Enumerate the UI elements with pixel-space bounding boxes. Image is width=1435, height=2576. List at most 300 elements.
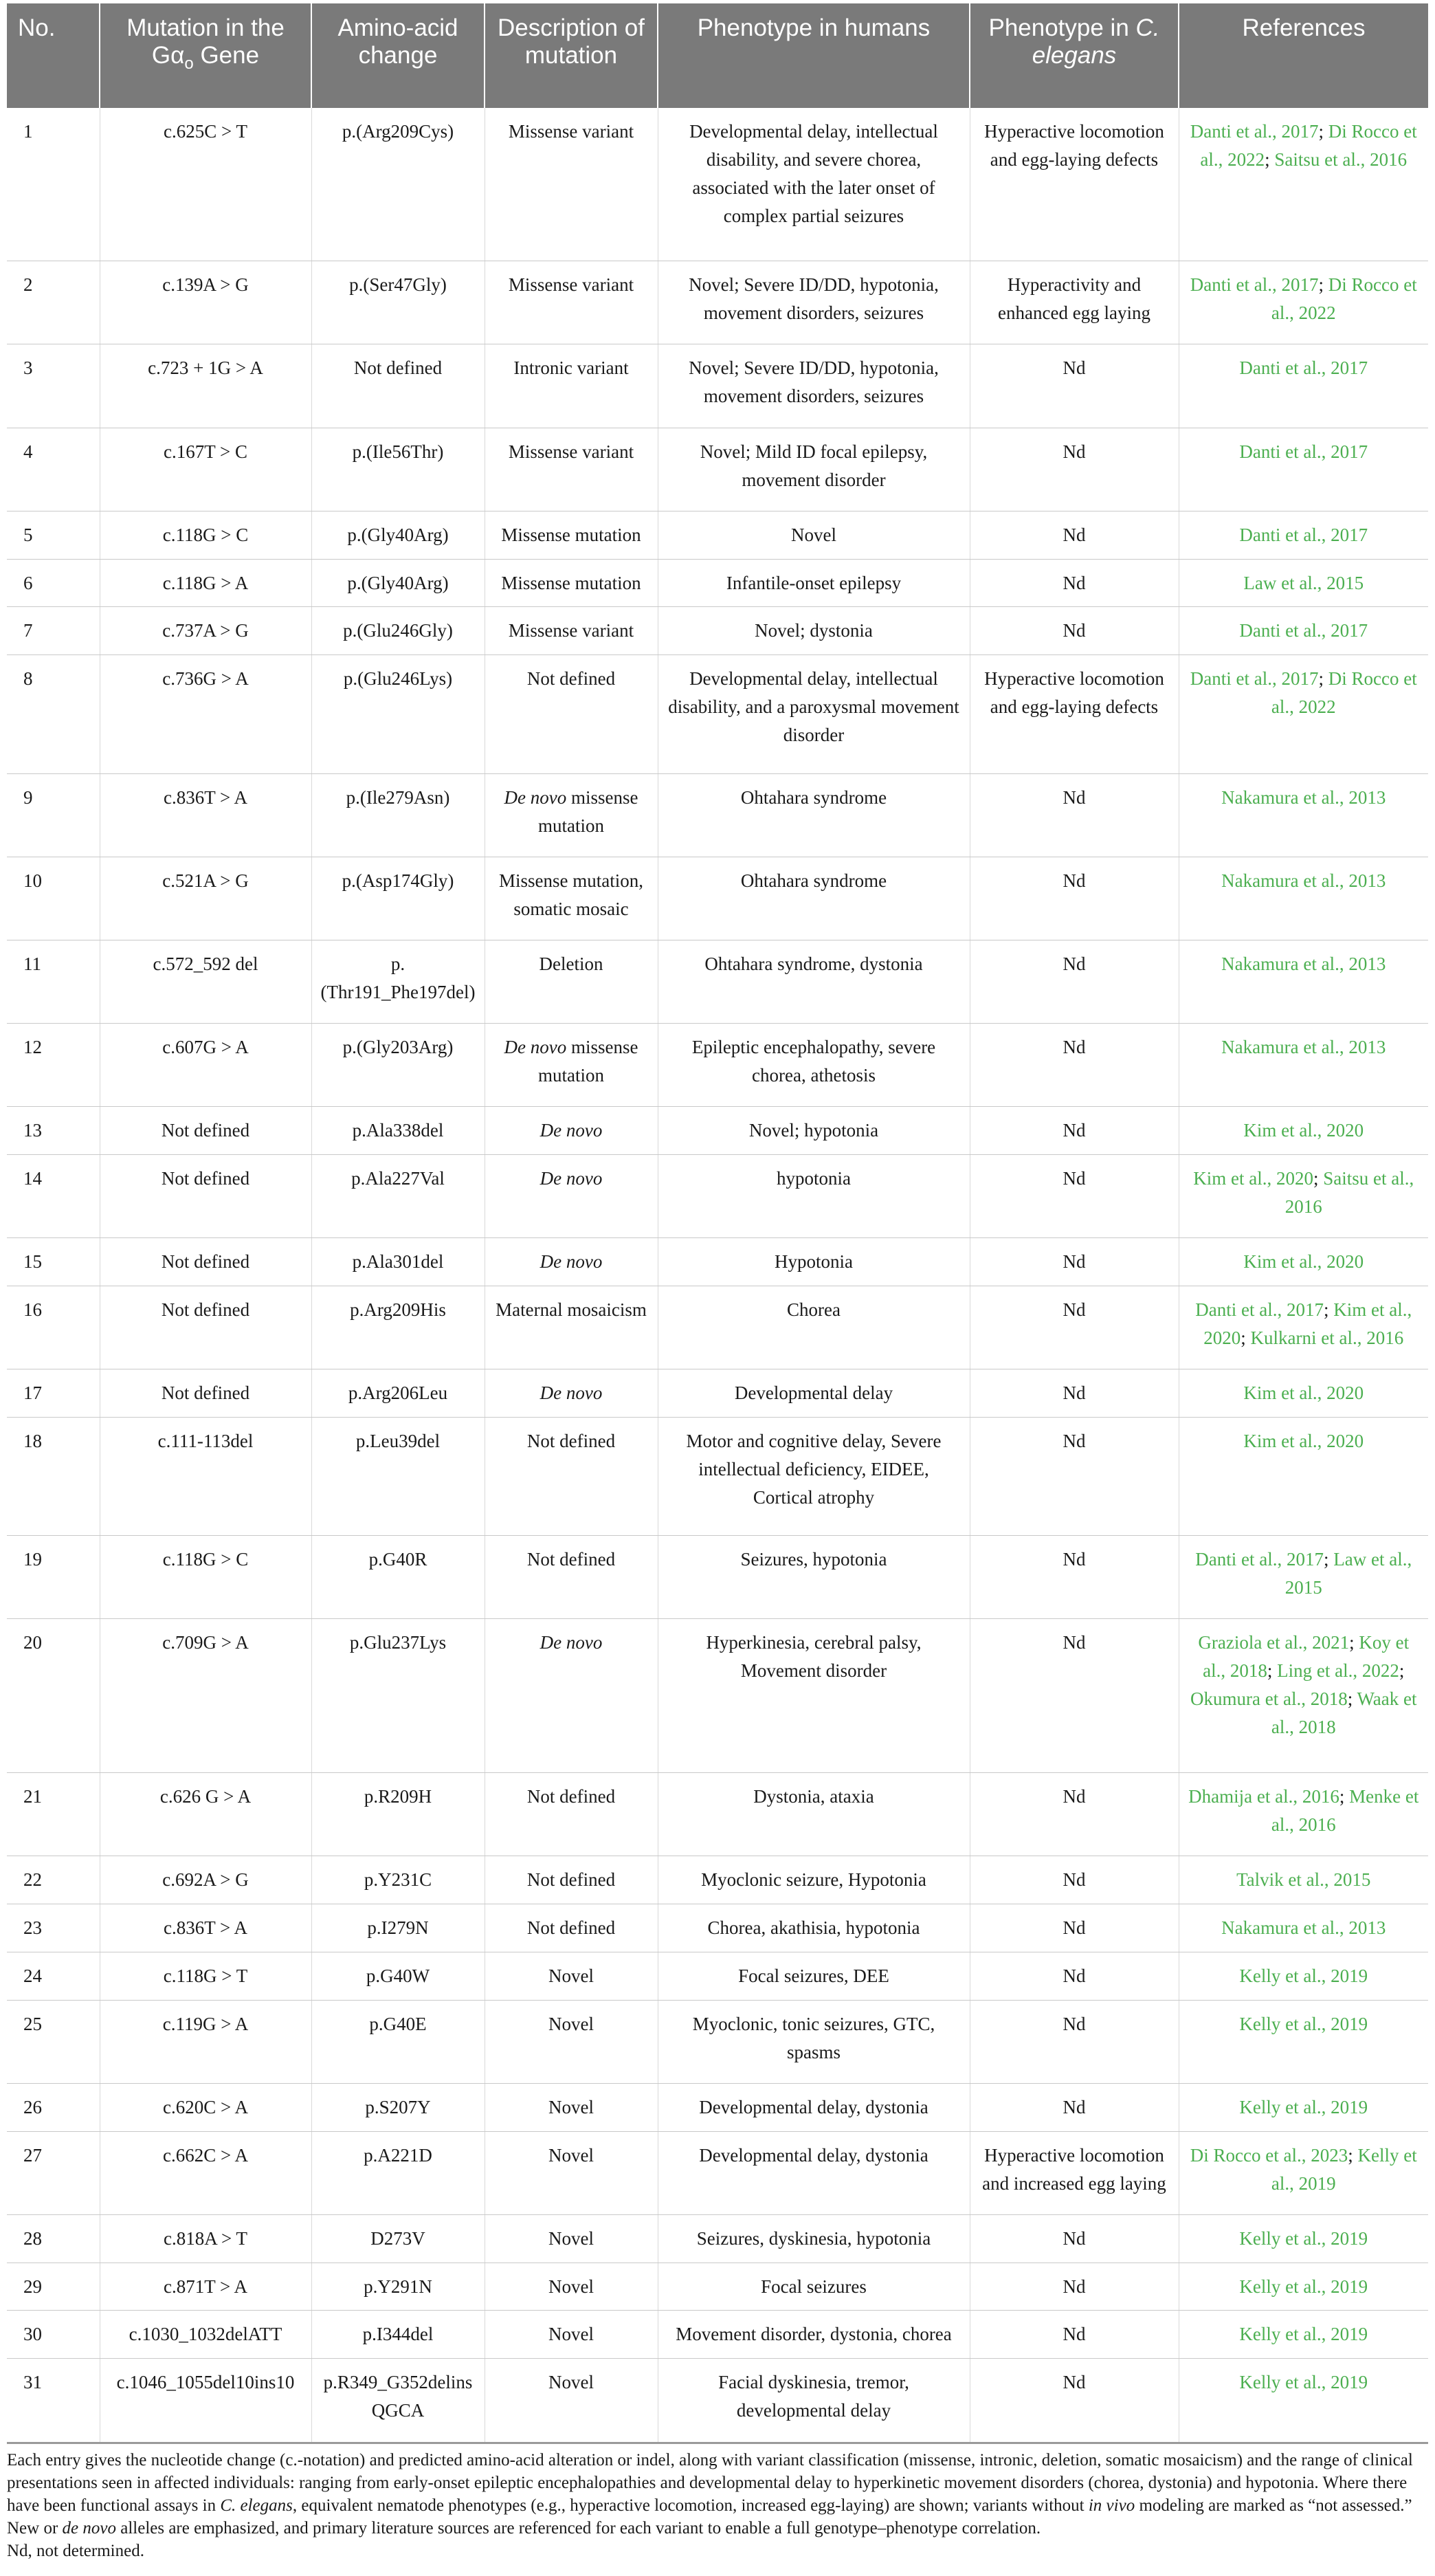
description-text: Novel	[548, 2372, 594, 2393]
references-cell	[1179, 1417, 1428, 1535]
worm-phenotype-cell: Nd	[970, 1856, 1179, 1904]
mutation-cell: c.572_592 del	[100, 940, 311, 1023]
row-number-cell: 7	[7, 607, 100, 655]
amino-acid-cell: p.(Gly203Arg)	[311, 1023, 485, 1106]
reference-link[interactable]: Danti et al., 2017	[1190, 121, 1319, 142]
amino-acid-cell: p.Y291N	[311, 2263, 485, 2311]
table-row	[7, 1772, 1428, 1856]
reference-link[interactable]: Kim et al., 2020	[1203, 1299, 1412, 1348]
reference-link[interactable]: Di Rocco et al., 2022	[1271, 274, 1417, 324]
reference-link[interactable]: Danti et al., 2017	[1190, 668, 1319, 690]
reference-link[interactable]: Kim et al., 2020	[1243, 1251, 1364, 1272]
reference-link[interactable]: Danti et al., 2017	[1195, 1549, 1324, 1570]
references-cell	[1179, 2359, 1428, 2443]
human-phenotype-cell: Novel; Mild ID focal epilepsy, movement disorder	[658, 428, 970, 511]
worm-phenotype-cell: Nd	[970, 1154, 1179, 1237]
human-phenotype-cell: Chorea, akathisia, hypotonia	[658, 1904, 970, 1952]
worm-phenotype-cell: Hyperactive locomotion and egg-laying defects	[970, 108, 1179, 261]
table-row	[7, 1856, 1428, 1904]
human-phenotype-cell: Dystonia, ataxia	[658, 1772, 970, 1856]
amino-acid-cell: p.(Ser47Gly)	[311, 261, 485, 344]
mutation-cell: c.1030_1032delATT	[100, 2311, 311, 2359]
worm-phenotype-cell: Nd	[970, 1369, 1179, 1418]
amino-acid-cell: p.Glu237Lys	[311, 1619, 485, 1772]
human-phenotype-cell: Developmental delay, intellectual disability, and severe chorea, associated with the later onset of complex partial seizures	[658, 108, 970, 261]
reference-link[interactable]: Kim et al., 2020	[1243, 1120, 1364, 1141]
mutation-cell: Not defined	[100, 1286, 311, 1369]
mutation-cell: c.607G > A	[100, 1023, 311, 1106]
description-cell	[485, 607, 658, 655]
mutation-cell: c.118G > C	[100, 1536, 311, 1619]
human-phenotype-cell: Myoclonic seizure, Hypotonia	[658, 1856, 970, 1904]
reference-link[interactable]: Di Rocco et al., 2022	[1200, 121, 1417, 170]
description-cell	[485, 1107, 658, 1155]
references-cell	[1179, 607, 1428, 655]
table-row	[7, 1286, 1428, 1369]
references-cell: Danti et al., 2017; Di Rocco et al., 2022	[1179, 261, 1428, 344]
description-text: Novel	[548, 2324, 594, 2345]
human-phenotype-cell: Developmental delay, dystonia	[658, 2083, 970, 2131]
row-number-cell: 4	[7, 428, 100, 511]
description-text: Not defined	[526, 1785, 616, 1807]
row-number-cell: 20	[7, 1619, 100, 1772]
references-cell	[1179, 1107, 1428, 1155]
amino-acid-cell: D273V	[311, 2214, 485, 2263]
row-number-cell: 31	[7, 2359, 100, 2443]
references-cell	[1179, 1238, 1428, 1286]
references-cell	[1179, 940, 1428, 1023]
table-row	[7, 1023, 1428, 1106]
human-phenotype-cell: Seizures, hypotonia	[658, 1536, 970, 1619]
reference-link[interactable]: Saitsu et al., 2016	[1274, 149, 1408, 170]
human-phenotype-cell: Ohtahara syndrome	[658, 857, 970, 940]
amino-acid-cell: p.S207Y	[311, 2083, 485, 2131]
description-text: Missense variant	[508, 274, 634, 296]
table-row	[7, 2263, 1428, 2311]
description-text: Novel	[548, 2096, 594, 2117]
human-phenotype-cell: Myoclonic, tonic seizures, GTC, spasms	[658, 2000, 970, 2083]
description-text: Deletion	[539, 953, 603, 974]
reference-link[interactable]: Law et al., 2015	[1284, 1549, 1412, 1598]
reference-link[interactable]: Okumura et al., 2018	[1190, 1688, 1348, 1710]
reference-link[interactable]: Saitsu et al., 2016	[1284, 1167, 1414, 1217]
human-phenotype-cell: Infantile-onset epilepsy	[658, 559, 970, 607]
mutation-table	[7, 3, 1428, 2444]
references-cell: Danti et al., 2017; Di Rocco et al., 2022; Saitsu et al., 2016	[1179, 108, 1428, 261]
row-number-cell: 15	[7, 1238, 100, 1286]
row-number-cell: 1	[7, 108, 100, 261]
references-cell	[1179, 2000, 1428, 2083]
reference-link[interactable]: Nakamura et al., 2013	[1221, 953, 1386, 974]
description-cell	[485, 1536, 658, 1619]
header-description: Description of mutation	[485, 3, 658, 108]
description-text: Missense mutation	[501, 572, 641, 593]
worm-phenotype-cell: Hyperactivity and enhanced egg laying	[970, 261, 1179, 344]
reference-link[interactable]: Kelly et al., 2019	[1239, 2372, 1368, 2393]
row-number-cell: 19	[7, 1536, 100, 1619]
description-text: Missense variant	[508, 620, 634, 641]
references-cell	[1179, 2083, 1428, 2131]
reference-link[interactable]: Nakamura et al., 2013	[1221, 1036, 1386, 1057]
human-phenotype-cell: Novel; Severe ID/DD, hypotonia, movement disorders, seizures	[658, 261, 970, 344]
reference-link[interactable]: Nakamura et al., 2013	[1221, 786, 1386, 808]
row-number-cell: 29	[7, 2263, 100, 2311]
row-number-cell: 21	[7, 1772, 100, 1856]
references-cell	[1179, 773, 1428, 857]
references-cell	[1179, 1904, 1428, 1952]
description-text: Novel	[548, 2144, 594, 2166]
description-cell	[485, 2131, 658, 2214]
table-row	[7, 607, 1428, 655]
worm-phenotype-cell: Nd	[970, 1904, 1179, 1952]
row-number-cell: 26	[7, 2083, 100, 2131]
human-phenotype-cell: Novel; hypotonia	[658, 1107, 970, 1155]
reference-link[interactable]: Koy et al., 2018	[1203, 1632, 1410, 1682]
mutation-cell: c.620C > A	[100, 2083, 311, 2131]
de-novo-label: De novo	[539, 1632, 603, 1653]
reference-link[interactable]: Kelly et al., 2019	[1239, 2324, 1368, 2345]
description-cell	[485, 773, 658, 857]
description-text: Novel	[548, 2276, 594, 2297]
amino-acid-cell: p.(Gly40Arg)	[311, 511, 485, 559]
human-phenotype-cell: Seizures, dyskinesia, hypotonia	[658, 2214, 970, 2263]
mutation-cell: c.662C > A	[100, 2131, 311, 2214]
table-row	[7, 428, 1428, 511]
description-text: Not defined	[526, 1430, 616, 1451]
worm-phenotype-cell: Hyperactive locomotion and egg-laying defects	[970, 655, 1179, 773]
human-phenotype-cell: Novel	[658, 511, 970, 559]
table-row	[7, 559, 1428, 607]
row-number-cell: 14	[7, 1154, 100, 1237]
table-row	[7, 773, 1428, 857]
table-row	[7, 1536, 1428, 1619]
description-cell	[485, 1238, 658, 1286]
header-amino-acid: Amino-acid change	[311, 3, 485, 108]
reference-link[interactable]: Nakamura et al., 2013	[1221, 1917, 1386, 1938]
worm-phenotype-cell: Nd	[970, 1952, 1179, 2000]
table-row	[7, 2359, 1428, 2443]
mutation-cell: c.521A > G	[100, 857, 311, 940]
amino-acid-cell: p.(Glu246Gly)	[311, 607, 485, 655]
table-row	[7, 2311, 1428, 2359]
reference-link[interactable]: Waak et al., 2018	[1271, 1688, 1417, 1738]
table-row	[7, 1154, 1428, 1237]
header-references: References	[1179, 3, 1428, 108]
human-phenotype-cell: Ohtahara syndrome	[658, 773, 970, 857]
worm-phenotype-cell: Nd	[970, 1417, 1179, 1535]
description-cell	[485, 1286, 658, 1369]
mutation-cell: c.871T > A	[100, 2263, 311, 2311]
reference-link[interactable]: Kelly et al., 2019	[1239, 2227, 1368, 2249]
header-mutation: Mutation in the $G\alpha_o$ Gene	[100, 3, 311, 108]
description-text: missense mutation	[538, 786, 638, 836]
worm-phenotype-cell: Nd	[970, 2311, 1179, 2359]
description-text: Missense mutation, somatic mosaic	[499, 870, 643, 919]
description-cell	[485, 428, 658, 511]
row-number-cell: 8	[7, 655, 100, 773]
mutation-cell: c.119G > A	[100, 2000, 311, 2083]
human-phenotype-cell: Developmental delay	[658, 1369, 970, 1418]
mutation-cell: c.723 + 1G > A	[100, 344, 311, 428]
human-phenotype-cell: hypotonia	[658, 1154, 970, 1237]
description-text: Intronic variant	[513, 357, 629, 379]
reference-link[interactable]: Kelly et al., 2019	[1239, 2096, 1368, 2117]
de-novo-label: De novo	[539, 1167, 603, 1189]
mutation-cell: Not defined	[100, 1369, 311, 1418]
mutation-cell: Not defined	[100, 1107, 311, 1155]
description-cell	[485, 1023, 658, 1106]
header-no: No.	[7, 3, 100, 108]
amino-acid-cell: p.Y231C	[311, 1856, 485, 1904]
amino-acid-cell: p.(Asp174Gly)	[311, 857, 485, 940]
row-number-cell: 3	[7, 344, 100, 428]
reference-link[interactable]: Danti et al., 2017	[1239, 524, 1368, 545]
amino-acid-cell: p.(Gly40Arg)	[311, 559, 485, 607]
mutation-cell: c.111-113del	[100, 1417, 311, 1535]
description-cell	[485, 261, 658, 344]
footnote-abbreviation: Nd, not determined.	[7, 2542, 144, 2560]
references-cell	[1179, 2214, 1428, 2263]
worm-phenotype-cell: Hyperactive locomotion and increased egg laying	[970, 2131, 1179, 2214]
header-phenotype-humans: Phenotype in humans	[658, 3, 970, 108]
table-row	[7, 655, 1428, 773]
description-cell	[485, 2214, 658, 2263]
human-phenotype-cell: Chorea	[658, 1286, 970, 1369]
amino-acid-cell: p.(Arg209Cys)	[311, 108, 485, 261]
description-text: Novel	[548, 2013, 594, 2034]
mutation-cell: c.736G > A	[100, 655, 311, 773]
description-cell	[485, 1417, 658, 1535]
references-cell	[1179, 1023, 1428, 1106]
worm-phenotype-cell: Nd	[970, 1107, 1179, 1155]
references-cell	[1179, 1952, 1428, 2000]
description-cell	[485, 1369, 658, 1418]
amino-acid-cell: p.G40E	[311, 2000, 485, 2083]
row-number-cell: 12	[7, 1023, 100, 1106]
reference-link[interactable]: Talvik et al., 2015	[1236, 1869, 1371, 1890]
reference-link[interactable]: Kelly et al., 2019	[1239, 2276, 1368, 2297]
mutation-cell: c.139A > G	[100, 261, 311, 344]
header-phenotype-worm: Phenotype in C. elegans	[970, 3, 1179, 108]
row-number-cell: 25	[7, 2000, 100, 2083]
description-text: Missense variant	[508, 121, 634, 142]
references-cell: Danti et al., 2017; Law et al., 2015	[1179, 1536, 1428, 1619]
mutation-cell: c.118G > A	[100, 559, 311, 607]
row-number-cell: 13	[7, 1107, 100, 1155]
reference-link[interactable]: Ling et al., 2022	[1277, 1660, 1399, 1682]
reference-link[interactable]: Kelly et al., 2019	[1271, 2144, 1417, 2194]
human-phenotype-cell: Novel; Severe ID/DD, hypotonia, movement disorders, seizures	[658, 344, 970, 428]
amino-acid-cell: p.Ala301del	[311, 1238, 485, 1286]
row-number-cell: 17	[7, 1369, 100, 1418]
worm-phenotype-cell: Nd	[970, 2263, 1179, 2311]
description-cell	[485, 857, 658, 940]
row-number-cell: 16	[7, 1286, 100, 1369]
description-cell	[485, 108, 658, 261]
mutation-cell: c.118G > T	[100, 1952, 311, 2000]
worm-phenotype-cell: Nd	[970, 344, 1179, 428]
reference-link[interactable]: Graziola et al., 2021	[1198, 1632, 1350, 1653]
references-cell	[1179, 511, 1428, 559]
reference-link[interactable]: Menke et al., 2016	[1271, 1785, 1419, 1835]
description-cell	[485, 1856, 658, 1904]
table-row	[7, 108, 1428, 261]
references-cell	[1179, 1369, 1428, 1418]
table-header-row	[7, 3, 1428, 108]
table-row	[7, 2131, 1428, 2214]
description-text: Missense variant	[508, 441, 634, 462]
table-row	[7, 344, 1428, 428]
worm-phenotype-cell: Nd	[970, 857, 1179, 940]
reference-link[interactable]: Danti et al., 2017	[1239, 441, 1368, 462]
amino-acid-cell: p.(Ile279Asn)	[311, 773, 485, 857]
references-cell	[1179, 344, 1428, 428]
worm-phenotype-cell: Nd	[970, 940, 1179, 1023]
worm-phenotype-cell: Nd	[970, 1772, 1179, 1856]
human-phenotype-cell: Developmental delay, intellectual disability, and a paroxysmal movement disorder	[658, 655, 970, 773]
amino-acid-cell: p.(Ile56Thr)	[311, 428, 485, 511]
description-cell	[485, 2311, 658, 2359]
row-number-cell: 30	[7, 2311, 100, 2359]
references-cell: Di Rocco et al., 2023; Kelly et al., 2019	[1179, 2131, 1428, 2214]
human-phenotype-cell: Hyperkinesia, cerebral palsy, Movement disorder	[658, 1619, 970, 1772]
table-row	[7, 2214, 1428, 2263]
footnote-text: Each entry gives the nucleotide change (c.-notation) and predicted amino-acid alteration or indel, along with variant classification (missense, intronic, deletion, somatic mosaicism) and the range of clinical presentations seen in affected individuals: ranging from early-onset epileptic encephalopathies and developmental delay to hyperkinetic movement disorders (chorea, dystonia) and hypotonia. Where there have been functional assays in C. elegans, equivalent nematode phenotypes (e.g., hyperactive locomotion, increased egg-laying) are shown; variants without in vivo modeling are marked as “not assessed.” New or de novo alleles are emphasized, and primary literature sources are referenced for each variant to enable a full genotype–phenotype correlation.	[7, 2451, 1413, 2538]
description-cell	[485, 1904, 658, 1952]
reference-link[interactable]: Danti et al., 2017	[1239, 357, 1368, 379]
description-cell	[485, 655, 658, 773]
description-text: Not defined	[526, 668, 616, 690]
reference-link[interactable]: Danti et al., 2017	[1195, 1299, 1324, 1320]
reference-link[interactable]: Kelly et al., 2019	[1239, 1965, 1368, 1986]
amino-acid-cell: p.(Thr191_Phe197del)	[311, 940, 485, 1023]
mutation-cell: c.818A > T	[100, 2214, 311, 2263]
reference-link[interactable]: Danti et al., 2017	[1190, 274, 1319, 296]
mutation-cell: c.118G > C	[100, 511, 311, 559]
amino-acid-cell: p.I279N	[311, 1904, 485, 1952]
amino-acid-cell: p.Arg206Leu	[311, 1369, 485, 1418]
worm-phenotype-cell: Nd	[970, 428, 1179, 511]
table-row	[7, 1238, 1428, 1286]
description-text: Maternal mosaicism	[496, 1299, 647, 1320]
reference-link[interactable]: Kim et al., 2020	[1243, 1383, 1364, 1403]
table-row	[7, 1369, 1428, 1418]
references-cell	[1179, 428, 1428, 511]
description-cell	[485, 2000, 658, 2083]
worm-phenotype-cell: Nd	[970, 1023, 1179, 1106]
row-number-cell: 2	[7, 261, 100, 344]
amino-acid-cell: p.Ala338del	[311, 1107, 485, 1155]
worm-phenotype-cell: Nd	[970, 511, 1179, 559]
references-cell: Danti et al., 2017; Kim et al., 2020; Kulkarni et al., 2016	[1179, 1286, 1428, 1369]
description-cell	[485, 2083, 658, 2131]
description-cell	[485, 1772, 658, 1856]
description-text: Missense mutation	[501, 524, 641, 545]
de-novo-label: De novo	[539, 1383, 603, 1403]
row-number-cell: 24	[7, 1952, 100, 2000]
references-cell	[1179, 2263, 1428, 2311]
amino-acid-cell: p.Leu39del	[311, 1417, 485, 1535]
de-novo-label: De novo	[504, 786, 567, 808]
amino-acid-cell: Not defined	[311, 344, 485, 428]
references-cell: Danti et al., 2017; Di Rocco et al., 2022	[1179, 655, 1428, 773]
table-row	[7, 1107, 1428, 1155]
amino-acid-cell: p.G40W	[311, 1952, 485, 2000]
mutation-cell: c.709G > A	[100, 1619, 311, 1772]
row-number-cell: 11	[7, 940, 100, 1023]
mutation-cell: c.836T > A	[100, 773, 311, 857]
description-text: missense mutation	[538, 1036, 638, 1086]
human-phenotype-cell: Epileptic encephalopathy, severe chorea, athetosis	[658, 1023, 970, 1106]
amino-acid-cell: p.Ala227Val	[311, 1154, 485, 1237]
worm-phenotype-cell: Nd	[970, 607, 1179, 655]
description-cell	[485, 940, 658, 1023]
reference-link[interactable]: Di Rocco et al., 2022	[1271, 668, 1417, 718]
worm-phenotype-cell: Nd	[970, 1238, 1179, 1286]
reference-link[interactable]: Kelly et al., 2019	[1239, 2013, 1368, 2034]
reference-link[interactable]: Danti et al., 2017	[1239, 620, 1368, 641]
amino-acid-cell: p.A221D	[311, 2131, 485, 2214]
reference-link[interactable]: Dhamija et al., 2016	[1188, 1785, 1339, 1807]
worm-phenotype-cell: Nd	[970, 2214, 1179, 2263]
description-cell	[485, 2263, 658, 2311]
reference-link[interactable]: Kim et al., 2020	[1193, 1167, 1313, 1189]
table-row	[7, 1417, 1428, 1535]
references-cell: Dhamija et al., 2016; Menke et al., 2016	[1179, 1772, 1428, 1856]
references-cell: Graziola et al., 2021; Koy et al., 2018; Ling et al., 2022; Okumura et al., 2018; Waak et al., 2018	[1179, 1619, 1428, 1772]
references-cell	[1179, 857, 1428, 940]
description-cell	[485, 344, 658, 428]
mutation-cell: c.1046_1055del10ins10	[100, 2359, 311, 2443]
row-number-cell: 18	[7, 1417, 100, 1535]
row-number-cell: 6	[7, 559, 100, 607]
amino-acid-cell: p.I344del	[311, 2311, 485, 2359]
table-row	[7, 1904, 1428, 1952]
worm-phenotype-cell: Nd	[970, 2083, 1179, 2131]
worm-phenotype-cell: Nd	[970, 1536, 1179, 1619]
human-phenotype-cell: Facial dyskinesia, tremor, developmental delay	[658, 2359, 970, 2443]
description-cell	[485, 1952, 658, 2000]
amino-acid-cell: p.(Glu246Lys)	[311, 655, 485, 773]
row-number-cell: 27	[7, 2131, 100, 2214]
human-phenotype-cell: Ohtahara syndrome, dystonia	[658, 940, 970, 1023]
description-text: Novel	[548, 1965, 594, 1986]
de-novo-label: De novo	[504, 1036, 567, 1057]
reference-link[interactable]: Nakamura et al., 2013	[1221, 870, 1386, 891]
mutation-cell: c.626 G > A	[100, 1772, 311, 1856]
table-row	[7, 857, 1428, 940]
reference-link[interactable]: Kulkarni et al., 2016	[1250, 1327, 1404, 1348]
reference-link[interactable]: Law et al., 2015	[1243, 572, 1364, 593]
table-row	[7, 940, 1428, 1023]
mutation-cell: c.692A > G	[100, 1856, 311, 1904]
table-row	[7, 2083, 1428, 2131]
human-phenotype-cell: Movement disorder, dystonia, chorea	[658, 2311, 970, 2359]
amino-acid-cell: p.Arg209His	[311, 1286, 485, 1369]
references-cell	[1179, 2311, 1428, 2359]
reference-link[interactable]: Kim et al., 2020	[1243, 1430, 1364, 1451]
description-cell	[485, 1154, 658, 1237]
amino-acid-cell: p.G40R	[311, 1536, 485, 1619]
amino-acid-cell: p.R209H	[311, 1772, 485, 1856]
description-text: Not defined	[526, 1869, 616, 1890]
human-phenotype-cell: Focal seizures	[658, 2263, 970, 2311]
reference-link[interactable]: Di Rocco et al., 2023	[1190, 2144, 1348, 2166]
worm-phenotype-cell: Nd	[970, 1286, 1179, 1369]
row-number-cell: 28	[7, 2214, 100, 2263]
description-text: Not defined	[526, 1549, 616, 1570]
table-row	[7, 1952, 1428, 2000]
